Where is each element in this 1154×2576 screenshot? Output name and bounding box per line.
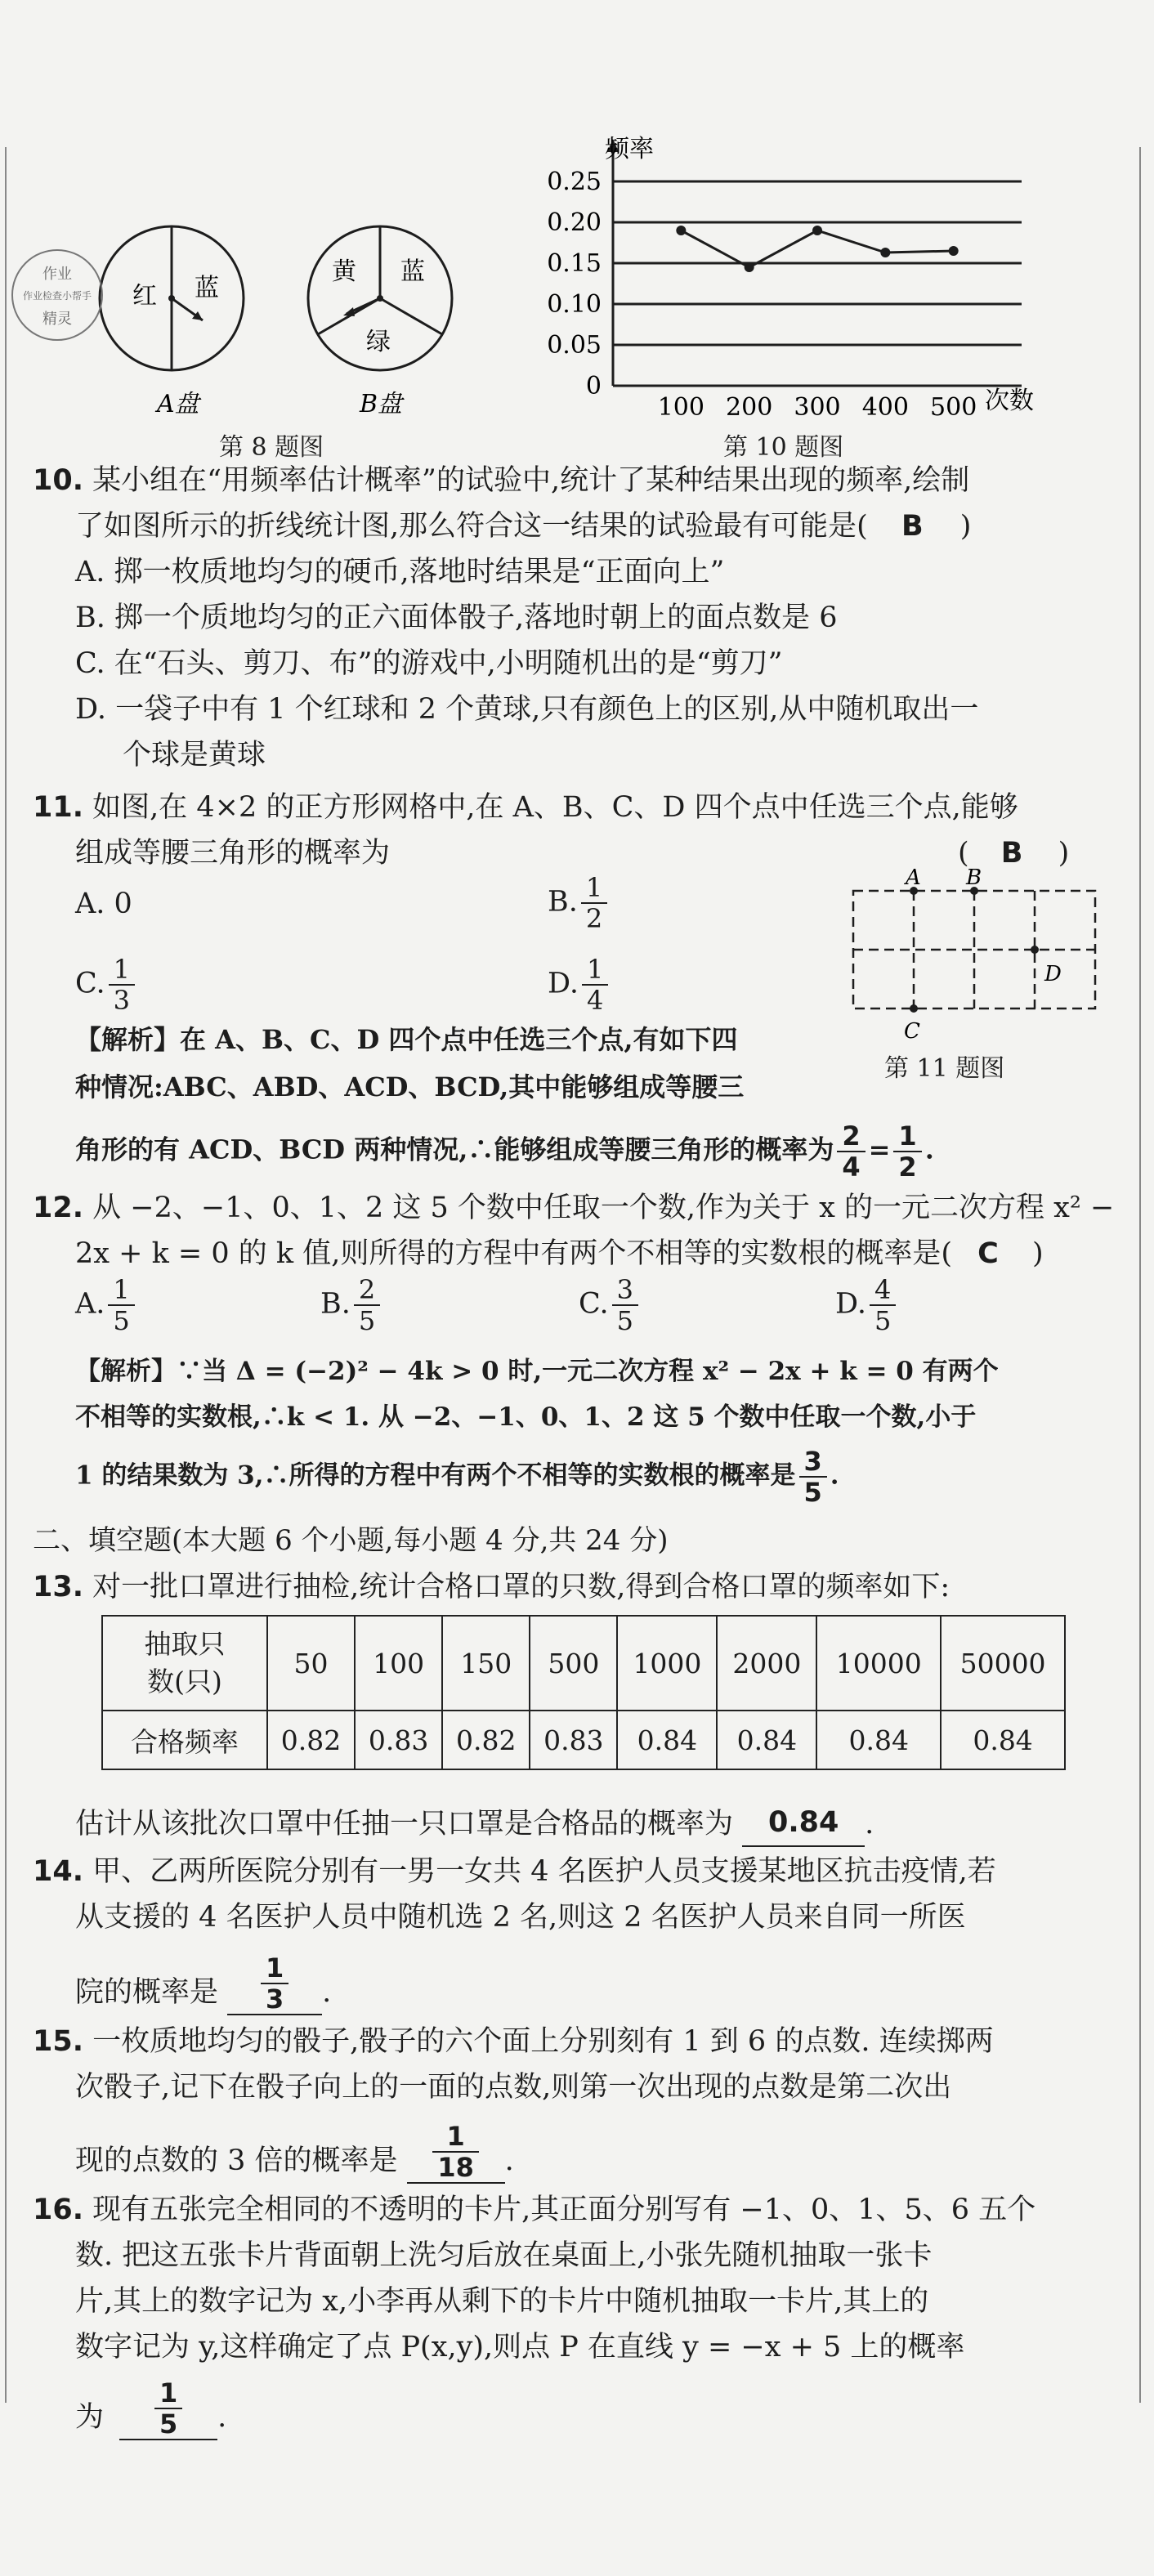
- table-cell: 0.84: [941, 1711, 1065, 1769]
- q13-line1: [33, 1564, 950, 1610]
- table-header-cell: 合格频率: [102, 1711, 267, 1769]
- q13-answer-blank: 0.84: [742, 1800, 865, 1847]
- table-cell: 0.84: [717, 1711, 816, 1769]
- svg-text:A: A: [906, 865, 921, 890]
- q16-stem-1: 现有五张完全相同的不透明的卡片,其正面分别写有 −1、0、1、5、6 五个: [92, 2194, 1036, 2226]
- q13-stem-1: 对一批口罩进行抽检,统计合格口罩的只数,得到合格口罩的频率如下:: [92, 1571, 950, 1603]
- table-cell: 2000: [717, 1616, 816, 1711]
- svg-text:D: D: [1044, 962, 1062, 986]
- chart-y-tick-label: 0.15: [547, 249, 602, 278]
- fig11-caption: 第 11 题图: [884, 1054, 1005, 1083]
- disk-a-red-label: 红: [132, 282, 157, 311]
- q12-option-a: A. $\frac{1}{5}$: [75, 1275, 138, 1335]
- q11-stem-1: 如图,在 4×2 的正方形网格中,在 A、B、C、D 四个点中任选三个点,能够: [92, 791, 1018, 824]
- q10-answer: B: [901, 510, 924, 543]
- table-cell: 50000: [941, 1616, 1065, 1711]
- q10-option-a: A. 掷一枚质地均匀的硬币,落地时结果是“正面向上”: [75, 556, 725, 588]
- q12-number: 12.: [33, 1192, 84, 1224]
- right-margin-line: [1139, 147, 1141, 2403]
- chart-data-point: [880, 248, 890, 257]
- chart-x-tick-label: 400: [861, 393, 909, 422]
- q12-solution-1: 【解析】∵当 Δ = (−2)² − 4k > 0 时,一元二次方程 x² − 2x + k = 0 有两个: [75, 1357, 999, 1386]
- q15-line2: 次骰子,记下在骰子向上的一面的点数,则第一次出现的点数是第二次出: [75, 2071, 952, 2104]
- q10-option-c: C. 在“石头、剪刀、布”的游戏中,小明随机出的是“剪刀”: [75, 647, 783, 680]
- q12-solution-2: 不相等的实数根,∴k < 1. 从 −2、−1、0、1、2 这 5 个数中任取一个数,小于: [75, 1402, 977, 1432]
- fig8-caption: 第 8 题图: [219, 433, 324, 462]
- chart-data-point: [676, 226, 686, 235]
- q15-number: 15.: [33, 2025, 84, 2058]
- q10-option-d-1: D. 一袋子中有 1 个红球和 2 个黄球,只有颜色上的区别,从中随机取出一: [75, 693, 979, 726]
- table-cell: 50: [267, 1616, 355, 1711]
- fig10-caption: 第 10 题图: [723, 433, 844, 462]
- q15-answer-blank: $\frac{1}{18}$: [407, 2122, 505, 2184]
- chart-y-tick-label: 0.10: [547, 290, 602, 319]
- q12-option-d: D. $\frac{4}{5}$: [835, 1275, 899, 1335]
- table-cell: 150: [442, 1616, 530, 1711]
- q10-number: 10.: [33, 464, 84, 497]
- q12-answer: C: [977, 1237, 999, 1270]
- q14-answer-blank: $\frac{1}{3}$: [227, 1953, 322, 2015]
- left-margin-line: [5, 147, 7, 2403]
- table-cell: 0.82: [267, 1711, 355, 1769]
- chart-y-tick-label: 0.05: [547, 331, 602, 360]
- q11-answer: B: [1000, 837, 1023, 870]
- disk-b-yellow-label: 黄: [332, 257, 356, 286]
- chart-series-line: [681, 230, 953, 267]
- q10-option-b: B. 掷一个质地均匀的正六面体骰子,落地时朝上的面点数是 6: [75, 602, 838, 634]
- fig10-line-chart: [539, 131, 1046, 425]
- table-cell: 1000: [617, 1616, 717, 1711]
- q16-line2: 数. 把这五张卡片背面朝上洗匀后放在桌面上,小张先随机抽取一张卡: [75, 2239, 933, 2272]
- section-2-heading: 二、填空题(本大题 6 个小题,每小题 4 分,共 24 分): [33, 1524, 669, 1557]
- svg-text:B: B: [966, 865, 982, 890]
- q14-line2: 从支援的 4 名医护人员中随机选 2 名,则这 2 名医护人员来自同一所医: [75, 1901, 966, 1934]
- q16-line3: 片,其上的数字记为 x,小李再从剩下的卡片中随机抽取一卡片,其上的: [75, 2285, 929, 2318]
- q16-line5: 为 $\frac{1}{5}$ .: [75, 2377, 227, 2440]
- q16-answer-blank: $\frac{1}{5}$: [119, 2378, 217, 2440]
- q13-frequency-table: [101, 1615, 1066, 1770]
- q12-stem-1: 从 −2、−1、0、1、2 这 5 个数中任取一个数,作为关于 x 的一元二次方程 x² −: [92, 1192, 1115, 1224]
- q11-option-b: B. $\frac{1}{2}$: [548, 873, 611, 933]
- disk-b-blue-label: 蓝: [400, 257, 425, 286]
- fig11-grid: [842, 858, 1112, 1062]
- chart-x-tick-label: 100: [657, 393, 704, 422]
- chart-data-point: [949, 246, 959, 256]
- chart-data-point: [812, 226, 822, 235]
- q16-line4: 数字记为 y,这样确定了点 P(x,y),则点 P 在直线 y = −x + 5 上的概率: [75, 2331, 965, 2364]
- q10-line2: 了如图所示的折线统计图,那么符合这一结果的试验最有可能是( B ): [75, 510, 972, 543]
- q15-stem-1: 一枚质地均匀的骰子,骰子的六个面上分别刻有 1 到 6 的点数. 连续掷两: [92, 2025, 994, 2058]
- point-c: [910, 1004, 918, 1013]
- table-cell: 0.84: [617, 1711, 717, 1769]
- q12-stem-2: 2x + k = 0 的 k 值,则所得的方程中有两个不相等的实数根的概率是(: [75, 1237, 953, 1270]
- table-cell: 0.82: [442, 1711, 530, 1769]
- table-cell: 0.83: [530, 1711, 617, 1769]
- q16-line1: [33, 2187, 1035, 2233]
- disk-b-green-label: 绿: [366, 328, 391, 356]
- table-header-cell: 抽取只 数(只): [102, 1616, 267, 1711]
- table-cell: 10000: [816, 1616, 941, 1711]
- q10-option-d-2: 个球是黄球: [123, 739, 266, 771]
- q16-number: 16.: [33, 2194, 84, 2226]
- q13-number: 13.: [33, 1571, 84, 1603]
- disk-a-caption: A盘: [157, 390, 199, 418]
- q11-solution-2: 种情况:ABC、ABD、ACD、BCD,其中能够组成等腰三: [75, 1071, 745, 1102]
- q12-line1: [33, 1185, 1114, 1231]
- disk-a-blue-label: 蓝: [195, 274, 219, 302]
- q11-option-d: D. $\frac{1}{4}$: [548, 955, 611, 1015]
- table-cell: 500: [530, 1616, 617, 1711]
- q11-number: 11.: [33, 791, 84, 824]
- q11-option-c: C. $\frac{1}{3}$: [75, 955, 138, 1015]
- q11-answer-bracket: ( B ): [958, 837, 1070, 870]
- q11-solution-3: 角形的有 ACD、BCD 两种情况,∴能够组成等腰三角形的概率为 $\frac{2}{4}$ = $\frac{1}{2}$ .: [75, 1120, 934, 1183]
- q12-option-b: B. $\frac{2}{5}$: [320, 1275, 383, 1335]
- q12-option-c: C. $\frac{3}{5}$: [579, 1275, 642, 1335]
- homework-stamp: 作业 作业检查小帮手 精灵: [11, 249, 103, 341]
- q14-line1: [33, 1849, 996, 1894]
- table-cell: 100: [355, 1616, 442, 1711]
- q11-line2: 组成等腰三角形的概率为: [75, 837, 391, 870]
- q10-stem-2: 了如图所示的折线统计图,那么符合这一结果的试验最有可能是(: [75, 510, 868, 543]
- q12-solution-3: 1 的结果数为 3,∴所得的方程中有两个不相等的实数根的概率是 $\frac{3}{5}$ .: [75, 1446, 839, 1508]
- table-row: [102, 1711, 1065, 1769]
- q12-line2: 2x + k = 0 的 k 值,则所得的方程中有两个不相等的实数根的概率是( C ): [75, 1237, 1044, 1270]
- chart-y-tick-label: 0: [585, 372, 602, 400]
- chart-y-tick-label: 0.20: [547, 208, 602, 237]
- chart-data-point: [745, 262, 754, 272]
- table-cell: 0.83: [355, 1711, 442, 1769]
- chart-x-tick-label: 500: [930, 393, 977, 422]
- chart-x-tick-label: 200: [726, 393, 773, 422]
- q14-stem-1: 甲、乙两所医院分别有一男一女共 4 名医护人员支援某地区抗击疫情,若: [92, 1855, 996, 1888]
- chart-ylabel: 频率: [605, 135, 654, 163]
- point-d: [1031, 946, 1039, 954]
- q15-line1: [33, 2019, 994, 2064]
- chart-y-tick-label: 0.25: [547, 168, 602, 196]
- chart-x-tick-label: 300: [794, 393, 841, 422]
- q10-stem-1: 某小组在“用频率估计概率”的试验中,统计了某种结果出现的频率,绘制: [92, 464, 970, 497]
- q14-line3: 院的概率是 $\frac{1}{3}$ .: [75, 1952, 332, 2015]
- q10-line1: [33, 458, 969, 503]
- fig8-spinners: [98, 221, 458, 425]
- q13-line2: 估计从该批次口罩中任抽一只口罩是合格品的概率为 0.84 .: [75, 1800, 874, 1847]
- q11-solution-1: 【解析】在 A、B、C、D 四个点中任选三个点,有如下四: [75, 1024, 738, 1055]
- q15-line3: 现的点数的 3 倍的概率是 $\frac{1}{18}$ .: [75, 2121, 514, 2183]
- table-row: [102, 1616, 1065, 1711]
- q14-number: 14.: [33, 1855, 84, 1888]
- disk-b-caption: B盘: [360, 390, 403, 418]
- table-cell: 0.84: [816, 1711, 941, 1769]
- chart-xlabel: 次数: [985, 387, 1034, 415]
- q11-option-a: A. 0: [75, 888, 132, 920]
- q11-line1: [33, 785, 1018, 830]
- svg-text:C: C: [904, 1019, 920, 1044]
